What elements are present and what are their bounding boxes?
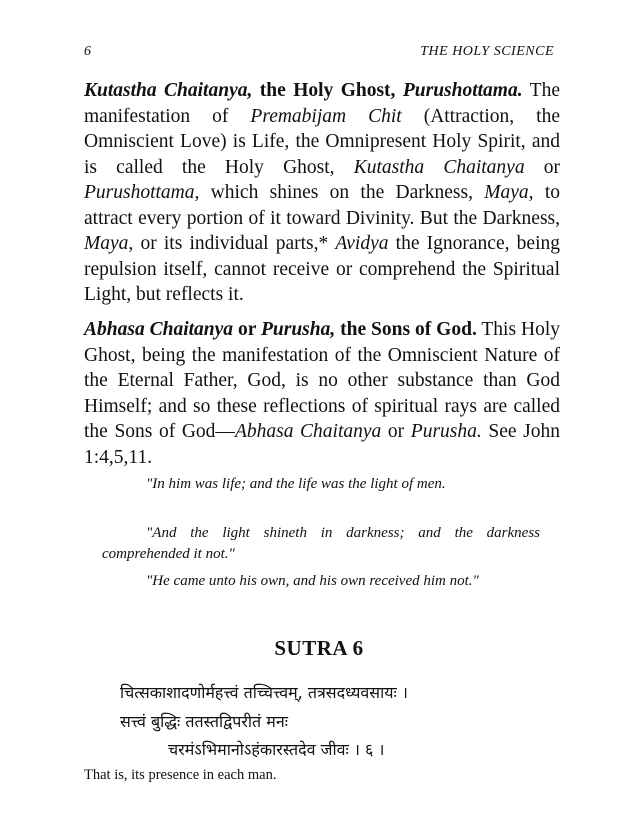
paragraph-text: or its individual parts,* <box>133 233 336 254</box>
term-abhasa-chaitanya: Abhasa Chaitanya <box>84 319 234 340</box>
term-kutastha-chaitanya: Kutastha Chaitanya, <box>84 80 253 101</box>
term-maya: Maya, <box>484 182 534 203</box>
term-purushottama: Purushottama. <box>402 80 523 101</box>
paragraph-text: This Holy Ghost, being the manifestation of the Omniscient Nature of the Eternal Father, God, is no other substance than God Himself; and so these reflections of spiritual rays are called the Sons of God— <box>84 319 560 442</box>
paragraph-text: the Ignorance, being repulsion itself, cannot receive or comprehend the Spiritual Light, but reflects it. <box>84 233 560 305</box>
running-head: THE HOLY SCIENCE <box>420 44 554 59</box>
paragraph-text: to attract every portion of it toward Divinity. But the Darkness, <box>84 182 560 229</box>
paragraph-text: The manifestation of <box>84 80 560 127</box>
footnote: That is, its presence in each man. <box>84 767 277 783</box>
bible-quote: "He came unto his own, and his own received him not." <box>146 573 479 589</box>
paragraph-text: (Attraction, the Omniscient Love) is Life, the Omnipresent Holy Spirit, and is called the Holy Ghost, <box>84 105 560 178</box>
paragraph-kutastha-chaitanya <box>84 78 560 308</box>
paragraph-text: or <box>524 156 560 178</box>
paragraph-text: See John 1:4,5,11. <box>84 421 560 468</box>
sanskrit-verse-line: सत्त्वं बुद्धिः ततस्तद्विपरीतं मनः <box>120 712 288 731</box>
paragraph-abhasa-chaitanya <box>84 317 560 470</box>
page-number: 6 <box>84 44 91 59</box>
sanskrit-verse-line: चरमंऽभिमानोऽहंकारस्तदेव जीवः । ६ । <box>168 740 385 759</box>
bible-quote: "And the light shineth in darkness; and the darkness comprehended it not." <box>102 525 540 562</box>
heading-holy-ghost: the Holy Ghost, <box>252 80 403 101</box>
term-purushottama-inline: Purushottama, <box>84 182 200 203</box>
page-header <box>84 44 554 64</box>
term-abhasa-chaitanya-inline: Abhasa Chaitanya <box>234 421 382 442</box>
heading-or: or <box>233 319 261 340</box>
sanskrit-verse-line: चित्सकाशादणोर्महत्त्वं तच्चित्त्वम्, तत्रसदध्यवसायः । <box>120 683 408 702</box>
heading-sons-of-god: the Sons of God. <box>335 319 477 340</box>
sutra-heading: SUTRA 6 <box>274 636 364 660</box>
term-purusha: Purusha, <box>260 319 336 340</box>
term-premabijam-chit: Premabijam Chit <box>250 105 402 127</box>
paragraph-text: or <box>381 421 411 442</box>
bible-quote: "In him was life; and the life was the light of men. <box>146 476 446 492</box>
paragraph-text: which shines on the Darkness, <box>199 182 485 203</box>
term-avidya: Avidya <box>335 233 389 254</box>
term-purusha-inline: Purusha. <box>410 421 482 442</box>
term-maya: Maya, <box>84 233 134 254</box>
term-kutastha-chaitanya-inline: Kutastha Chaitanya <box>353 156 525 178</box>
